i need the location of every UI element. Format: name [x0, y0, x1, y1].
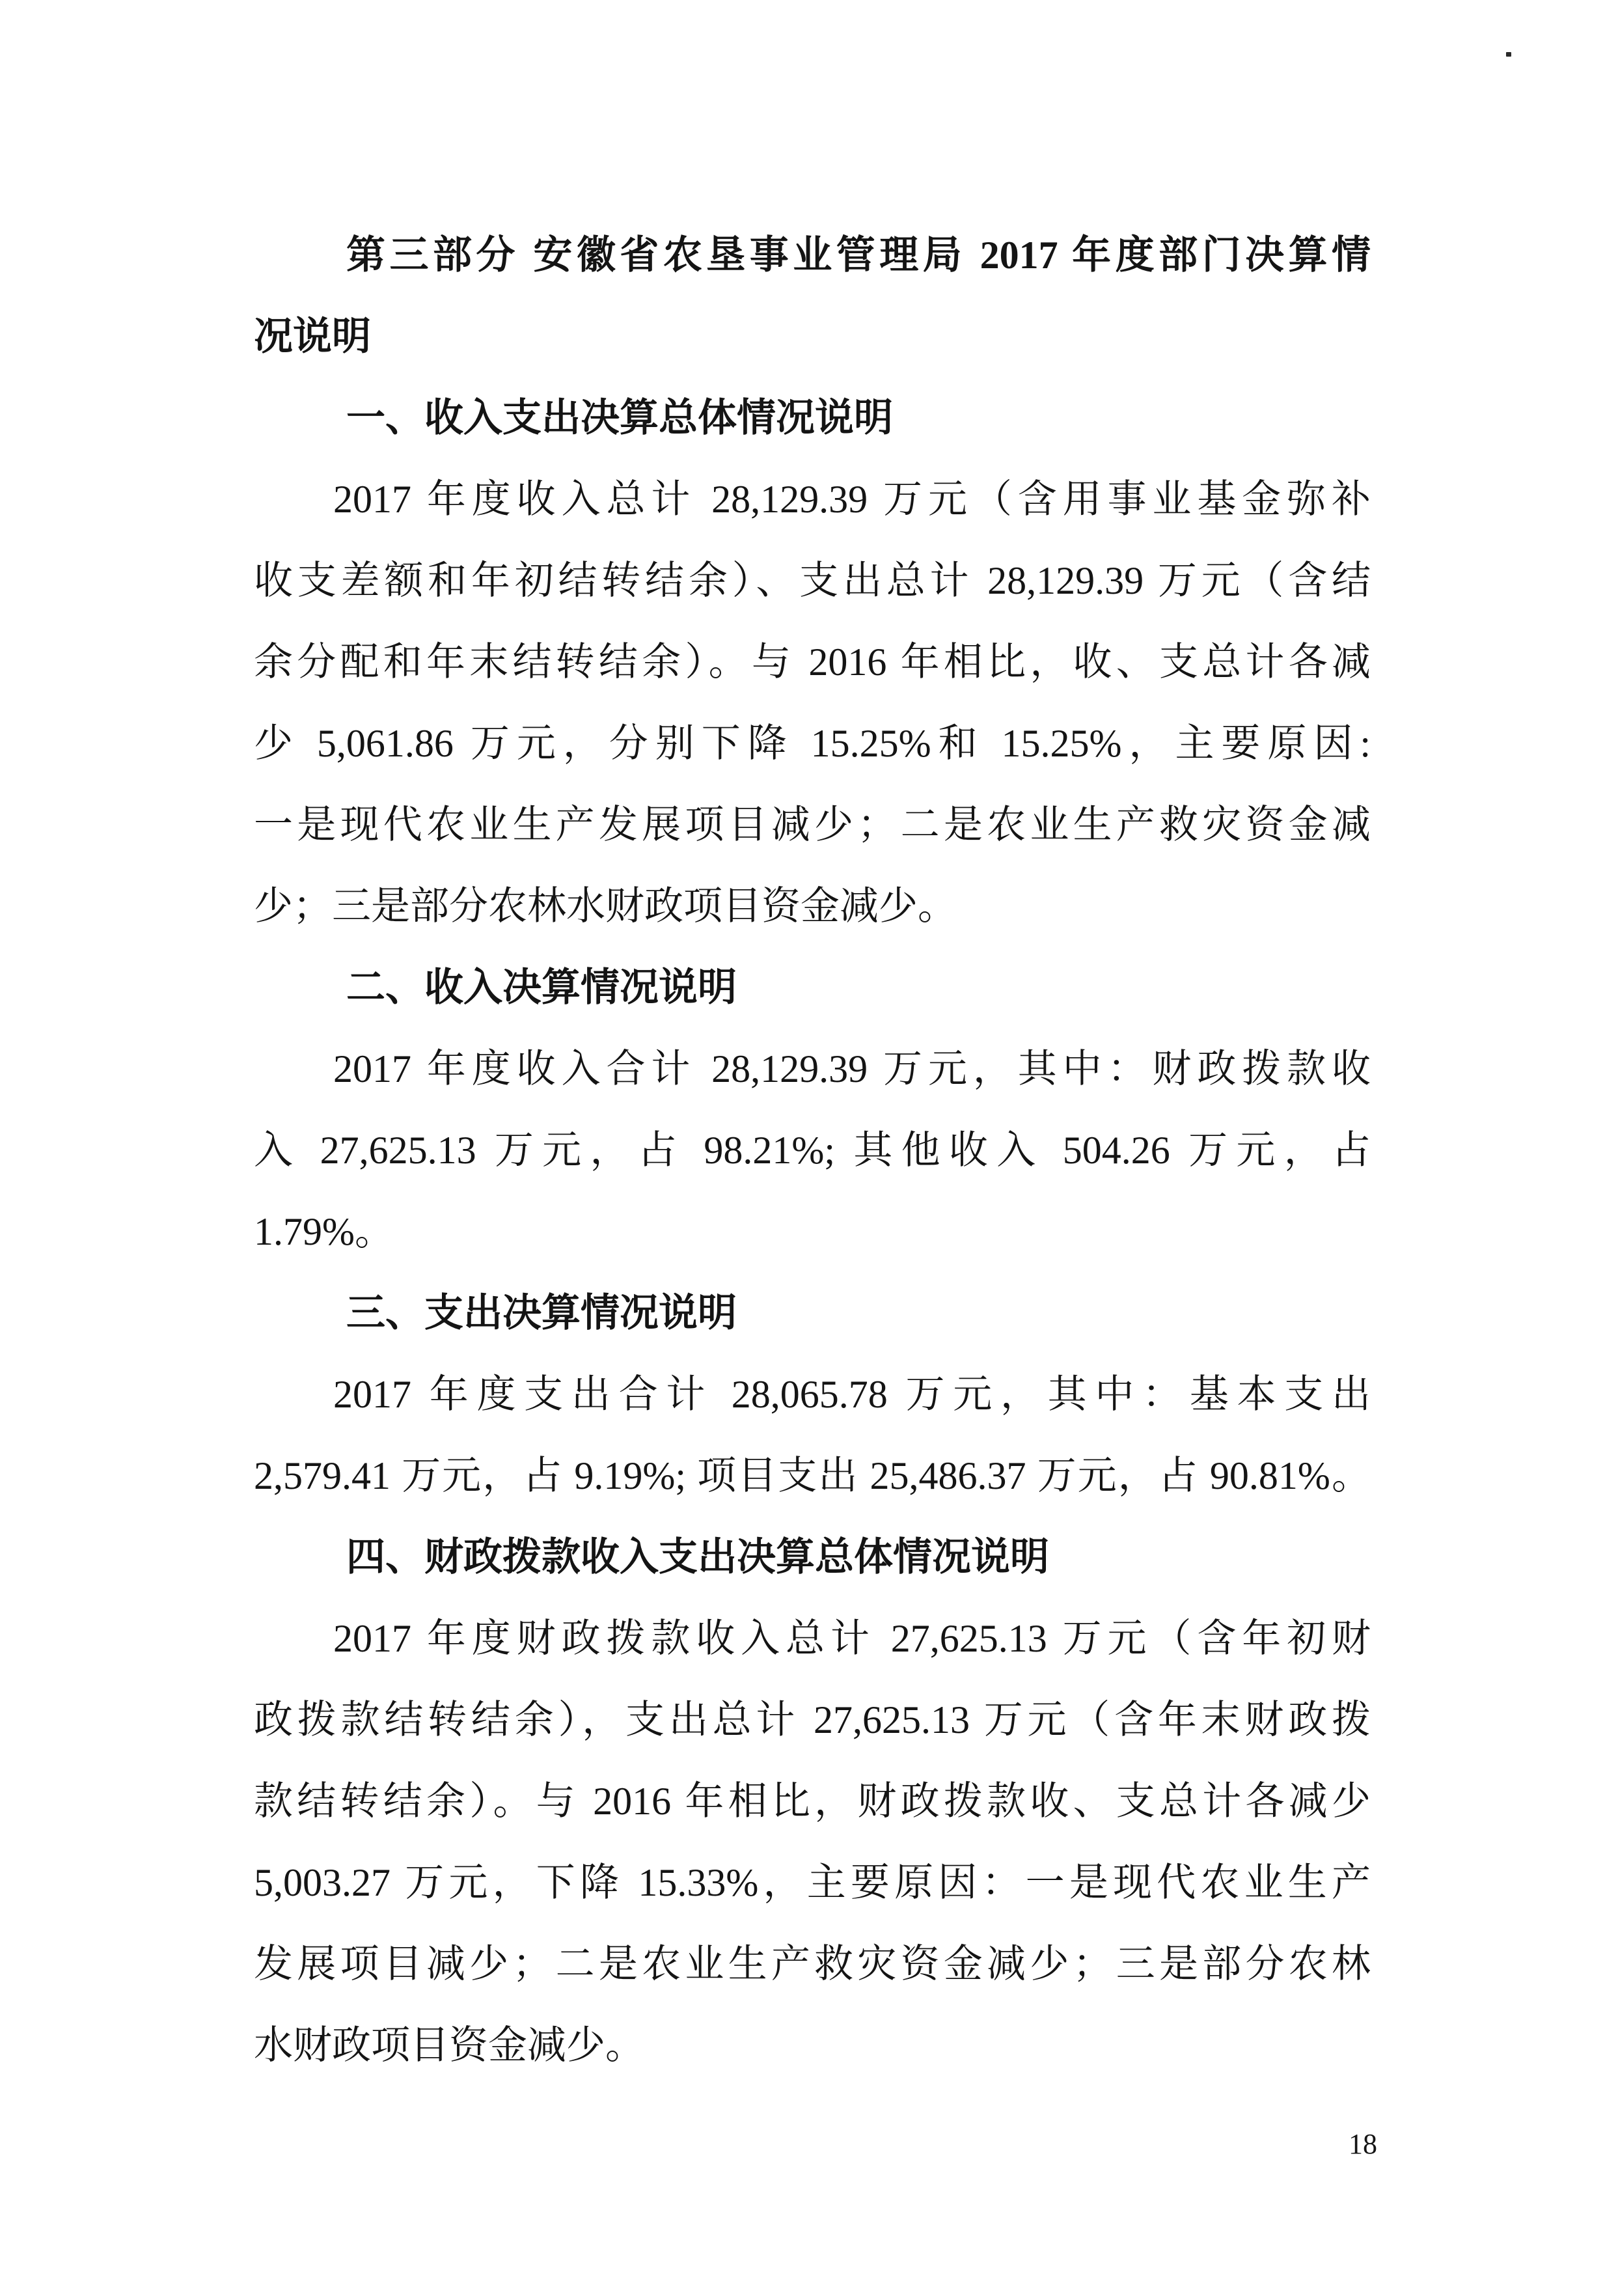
text-line: 款结转结余）。与 2016 年相比，财政拨款收、支总计各减少	[254, 1780, 1371, 1823]
text-line: 发展项目减少；二是农业生产救灾资金减少；三是部分农林	[254, 1943, 1371, 1985]
text-line: 少 5,061.86 万元，分别下降 15.25%和 15.25%，主要原因:	[254, 722, 1371, 765]
text-line: 少；三是部分农林水财政项目资金减少。	[254, 885, 957, 928]
document-text-block	[254, 215, 1371, 2086]
text-line: 政拨款结转结余），支出总计 27,625.13 万元（含年末财政拨	[254, 1698, 1371, 1741]
text-line: 1.79%。	[254, 1210, 394, 1253]
text-line: 一、收入支出决算总体情况说明	[346, 396, 893, 439]
page-number: 18	[1349, 2128, 1377, 2160]
text-line: 一是现代农业生产发展项目减少；二是农业生产救灾资金减	[254, 803, 1371, 846]
text-line: 况说明	[254, 315, 371, 358]
text-line: 5,003.27 万元，下降 15.33%，主要原因：一是现代农业生产	[254, 1861, 1371, 1904]
text-line: 余分配和年末结转结余）。与 2016 年相比，收、支总计各减	[254, 641, 1371, 684]
text-line: 2017 年度收入合计 28,129.39 万元，其中：财政拨款收	[333, 1047, 1371, 1090]
text-line: 四、财政拨款收入支出决算总体情况说明	[346, 1536, 1049, 1579]
text-line: 第三部分 安徽省农垦事业管理局 2017 年度部门决算情	[346, 234, 1371, 277]
scan-speck-artifact	[1506, 52, 1511, 57]
text-line: 入 27,625.13 万元，占 98.21%; 其他收入 504.26 万元，占	[254, 1129, 1371, 1172]
text-line: 收支差额和年初结转结余）、支出总计 28,129.39 万元（含结	[254, 559, 1371, 602]
text-line: 2,579.41 万元，占 9.19%; 项目支出 25,486.37 万元，占 90.81%。	[254, 1454, 1371, 1497]
text-line: 水财政项目资金减少。	[254, 2024, 644, 2067]
text-line: 三、支出决算情况说明	[346, 1292, 737, 1335]
text-line: 2017 年度收入总计 28,129.39 万元（含用事业基金弥补	[333, 478, 1371, 521]
text-line: 二、收入决算情况说明	[346, 966, 737, 1009]
text-line: 2017 年度财政拨款收入总计 27,625.13 万元（含年初财	[333, 1617, 1371, 1660]
text-line: 2017 年度支出合计 28,065.78 万元，其中：基本支出	[333, 1373, 1371, 1416]
